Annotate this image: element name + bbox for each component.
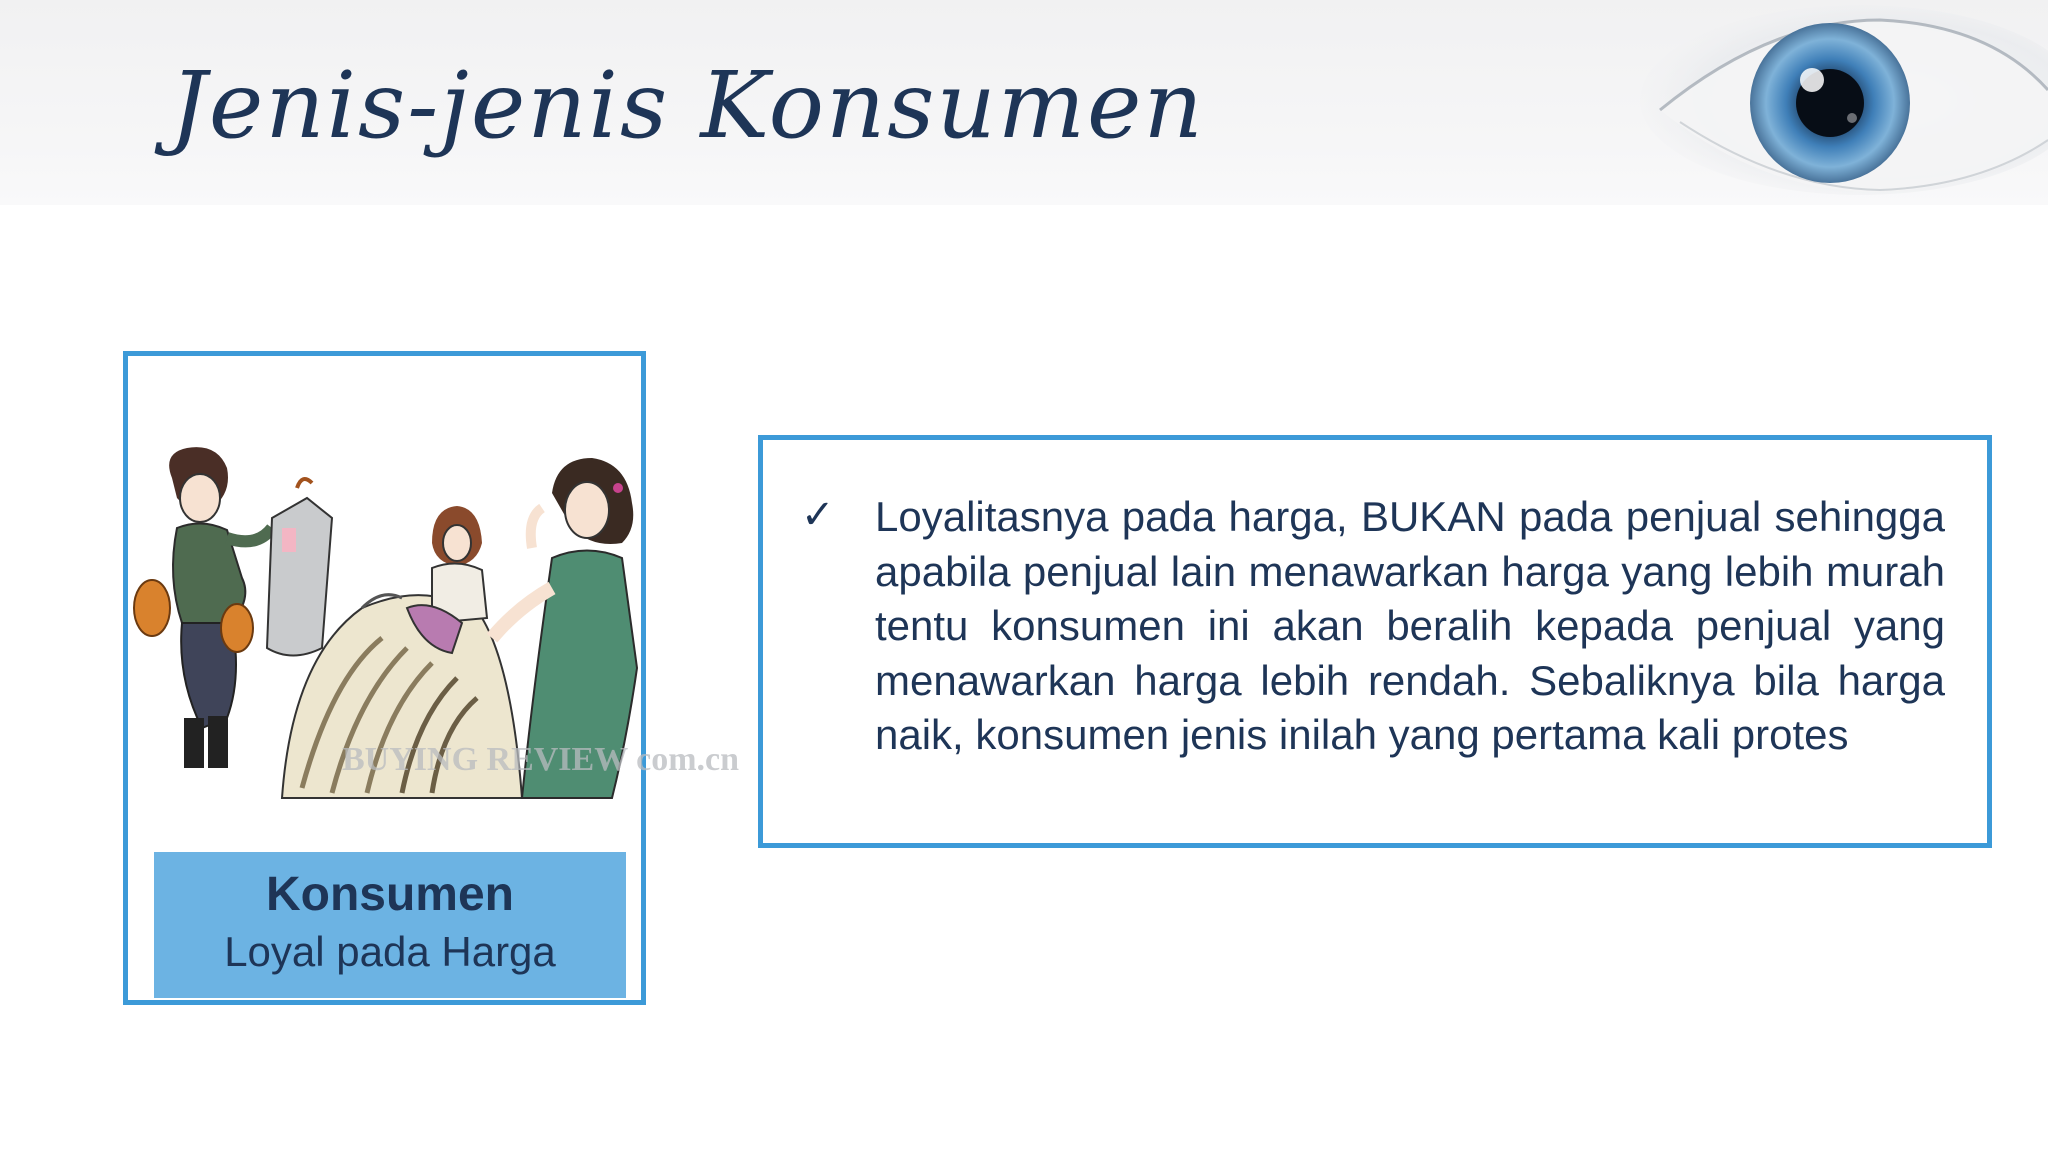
check-icon: ✓: [801, 492, 835, 538]
illustration-watermark: BUYING REVIEW com.cn: [342, 741, 740, 778]
description-box: [758, 435, 1992, 848]
caption-subtitle: Loyal pada Harga: [224, 928, 556, 975]
shopping-women-illustration: [132, 448, 740, 798]
eye-icon: [1620, 0, 2048, 205]
card-caption: [154, 852, 626, 998]
page-title: Jenis-jenis Konsumen: [170, 52, 1205, 159]
consumer-card: [123, 351, 740, 1005]
held-shirt: [267, 479, 332, 656]
woman-left-figure: [134, 447, 272, 768]
description-text: Loyalitasnya pada harga, BUKAN pada penjual sehingga apabila penjual lain menawarkan harga yang lebih murah tentu konsumen ini akan beralih kepada penjual yang menawarkan harga lebih rendah. Sebaliknya bila harga naik, konsumen jenis inilah yang pertama kali protes: [875, 493, 1945, 758]
caption-title: Konsumen: [265, 868, 514, 921]
